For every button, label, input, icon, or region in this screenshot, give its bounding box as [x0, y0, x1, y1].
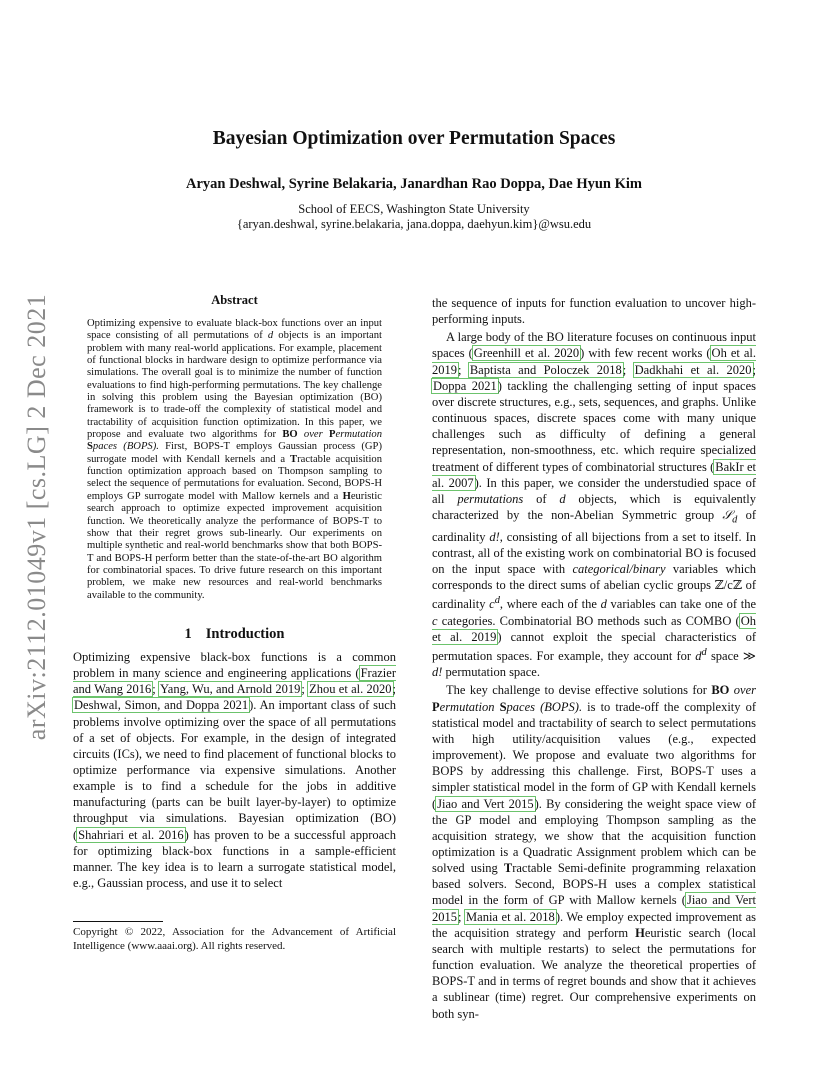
intro-paragraph-3: The key challenge to devise effective solutions for BO over Permutation Spaces (BOPS). is to trade-off the complexity of statistical model and tractability of search to select permutations with high utility/acquisition values (e.g., expected improvement). We propose and evaluate two algorithms for BOPS by addressing this challenge. First, BOPS-T uses a simpler statistical model in the form of GP with Kendall kernels (Jiao and Vert 2015). By considering the weight space view of the GP model and employing Thompson sampling as the acquisition strategy, we show that the acquisition function optimization is a Quadratic Assignment problem which can be solved using Tractable Semi-definite programming relaxation based solvers. Second, BOPS-H uses a complex statistical model in the form of GP with Mallow kernels (Jiao and Vert 2015; Mania et al. 2018). We employ expected improvement as the acquisition strategy and perform Heuristic search (local search with multiple restarts) to select the permutations for function evaluation. We analyze the theoretical properties of BOPS-T and in terms of regret bounds and show that it achieves a sublinear (time) regret. Our comprehensive experiments on both syn- [432, 683, 757, 1021]
abstract-heading: Abstract [211, 293, 258, 307]
citation-link[interactable]: Jiao and Vert 2015 [432, 893, 756, 924]
citation-link[interactable]: Deshwal, Simon, and Doppa 2021 [74, 698, 249, 713]
citation-link[interactable]: Mania et al. 2018 [466, 909, 555, 924]
abstract-paragraph: Optimizing expensive to evaluate black-box functions over an input space consisting of all permutations of d objects is an important problem with many real-world applications. For example, placement of functional blocks in hardware design to optimize performance via simulations. The overall goal is to minimize the number of function evaluations to find high-performing permutations. The key challenge in solving this problem using the Bayesian optimization (BO) framework is to trade-off the complexity of statistical model and tractability of acquisition function optimization. In this paper, we propose and evaluate two algorithms for BO over Permutation Spaces (BOPS). First, BOPS-T employs Gaussian process (GP) surrogate model with Kendall kernels and a Tractable acquisition function optimization approach based on Thompson sampling to select the sequence of permutations for evaluation. Second, BOPS-H employs GP surrogate model with Mallow kernels and a Heuristic search approach to optimize expected improvement acquisition function. We theoretically analyze the performance of BOPS-T to show that their regret grows sub-linearly. Our experiments on multiple synthetic and real-world benchmarks show that both BOPS-T and BOPS-H perform better than the state-of-the-art BO algorithm for combinatorial spaces. To drive future research on this important problem, we make new resources and real-world benchmarks available to the community. [87, 318, 382, 601]
author-emails: {aryan.deshwal, syrine.belakaria, jana.doppa, daehyun.kim}@wsu.edu [236, 217, 592, 231]
citation-link[interactable]: Zhou et al. 2020 [309, 682, 392, 697]
copyright-notice: Copyright © 2022, Association for the Advancement of Artificial Intelligence (www.aaai.org). All rights reserved. [73, 926, 396, 952]
paper-title: Bayesian Optimization over Permutation Spaces [212, 128, 616, 149]
author-affiliation [0, 202, 828, 232]
citation-link[interactable]: Baptista and Poloczek 2018 [469, 362, 622, 377]
citation-link[interactable]: Oh et al. 2019 [432, 346, 756, 377]
abstract-body [73, 318, 396, 602]
intro-text-left [73, 649, 396, 891]
citation-link[interactable]: Oh et al. 2019 [432, 613, 756, 644]
citation-link[interactable]: Dadkhahi et al. 2020 [634, 362, 752, 377]
intro-paragraph-1: Optimizing expensive black-box functions is a common problem in many science and engineering applications (Frazier and Wang 2016; Yang, Wu, and Arnold 2019; Zhou et al. 2020; Deshwal, Simon, and Doppa 2021). An important class of such problems involve optimizing over the space of all permutations of a set of objects. For example, in the design of integrated circuits (ICs), we need to find placement of functional blocks to optimize performance via expensive simulations. Another example is to find a schedule for the jobs in additive manufacturing (parts can be built layer-by-layer) to optimize throughput via simulations. Bayesian optimization (BO) (Shahriari et al. 2016) has proven to be a successful approach for optimizing black-box functions in a sample-efficient manner. The key idea is to learn a surrogate statistical model, e.g., Gaussian process, and use it to select [73, 649, 396, 891]
section-heading-introduction: 1 Introduction [184, 625, 285, 642]
citation-link[interactable]: Greenhill et al. 2020 [473, 346, 580, 361]
citation-link[interactable]: Shahriari et al. 2016 [78, 827, 184, 842]
citation-link[interactable]: BakIr et al. 2007 [432, 459, 756, 490]
intro-text-right [432, 295, 756, 1022]
left-column [73, 293, 396, 891]
citation-link[interactable]: Yang, Wu, and Arnold 2019 [160, 682, 301, 697]
intro-paragraph-2: A large body of the BO literature focuses on continuous input spaces (Greenhill et al. 2020) with few recent works (Oh et al. 2019; Baptista and Poloczek 2018; Dadkhahi et al. 2020; Doppa 2021) tackling the challenging setting of input spaces over discrete structures, e.g., sets, sequences, and graphs. Unlike continuous spaces, discrete spaces come with many unique challenges such as difficulty of defining a general representation, non-smoothness, etc. which require specialized treatment of different types of combinatorial structures (BakIr et al. 2007). In this paper, we consider the understudied space of all permutations of d objects, which is equivalently characterized by the non-Abelian Symmetric group 𝒮$_d$ of cardinality d!, consisting of all bijections from a set to itself. In contrast, all of the existing work on combinatorial BO is focused on the input space with categorical/binary variables which corresponds to the direct sums of abelian cyclic groups ℤ/cℤ of cardinality $c^d$, where each of the d variables can take one of the c categories. Combinatorial BO methods such as COMBO (Oh et al. 2019) cannot exploit the special characteristics of permutation spaces. For example, they account for $d^d$ space ≫ d! permutation space. [432, 330, 757, 680]
paper-authors: Aryan Deshwal, Syrine Belakaria, Janardhan Rao Doppa, Dae Hyun Kim [186, 176, 642, 192]
right-column [432, 295, 756, 1022]
institution: School of EECS, Washington State University [298, 202, 530, 216]
citation-link[interactable]: Doppa 2021 [433, 378, 497, 393]
footnote-rule [73, 921, 163, 922]
citation-link[interactable]: Frazier and Wang 2016 [73, 666, 396, 697]
intro-paragraph-1-continued: the sequence of inputs for function evaluation to uncover high-performing inputs. [432, 296, 756, 327]
arxiv-identifier-stamp: arXiv:2112.01049v1 [cs.LG] 2 Dec 2021 [22, 293, 51, 741]
citation-link[interactable]: Jiao and Vert 2015 [437, 796, 534, 811]
